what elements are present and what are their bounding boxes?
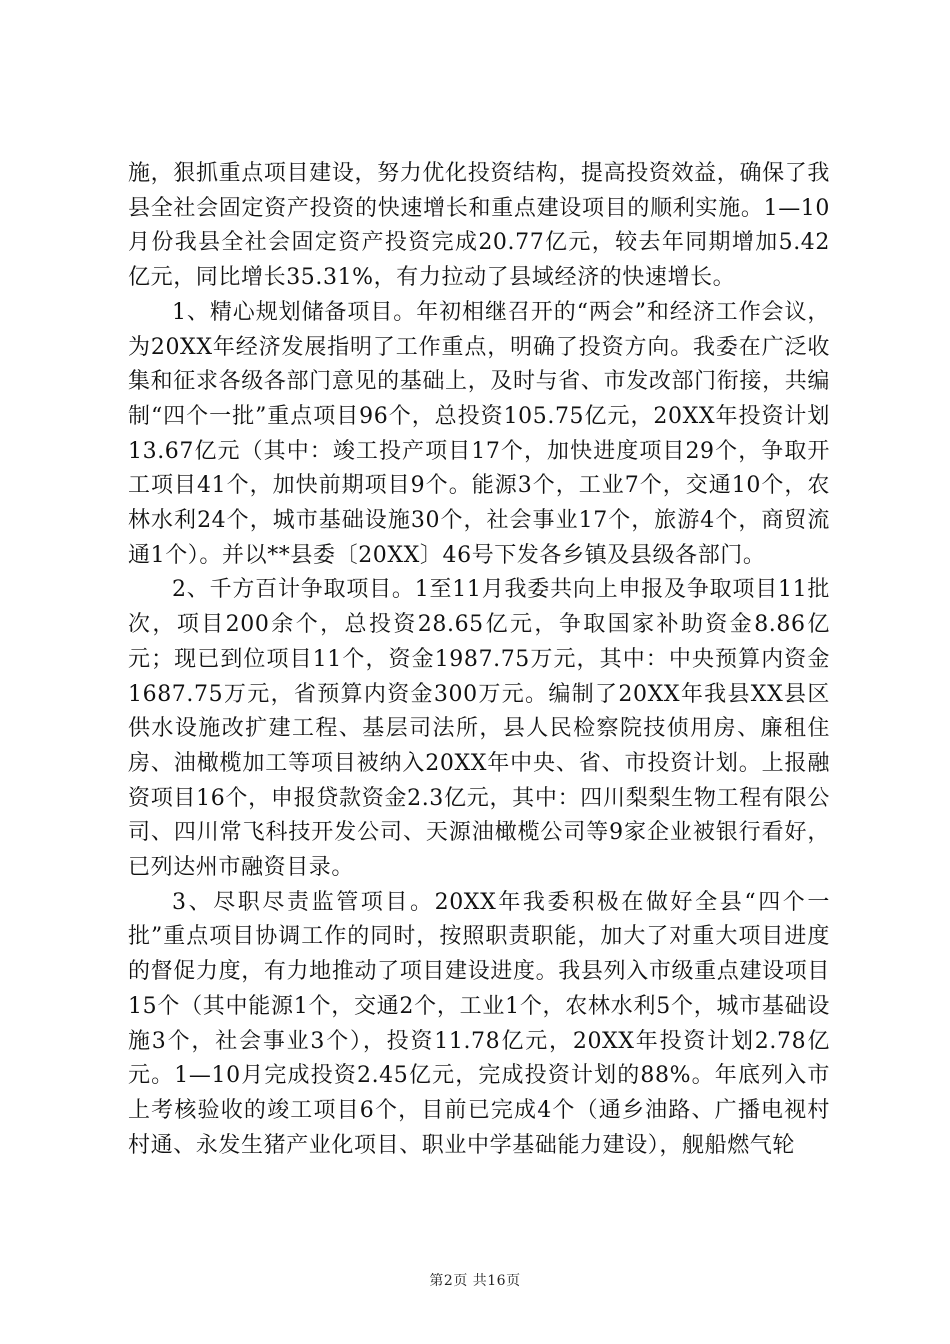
- document-body: [128, 157, 830, 1163]
- paragraph-investment-summary: 施，狠抓重点项目建设，努力优化投资结构，提高投资效益，确保了我县全社会固定资产投资的快速增长和重点建设项目的顺利实施。1—10月份我县全社会固定资产投资完成20.77亿元，较去年同期增加5.42亿元，同比增长35.31%，有力拉动了县域经济的快速增长。: [128, 161, 830, 291]
- paragraph-project-funding: 2、千方百计争取项目。1至11月我委共向上申报及争取项目11批次，项目200余个，总投资28.65亿元，争取国家补助资金8.86亿元；现已到位项目11个，资金1987.75万元，其中：中央预算内资金1687.75万元，省预算内资金300万元。编制了20XX年我县XX县区供水设施改扩建工程、基层司法所，县人民检察院技侦用房、廉租住房、油橄榄加工等项目被纳入20XX年中央、省、市投资计划。上报融资项目16个，申报贷款资金2.3亿元，其中：四川梨梨生物工程有限公司、四川常飞科技开发公司、天源油橄榄公司等9家企业被银行看好，已列达州市融资目录。: [128, 577, 830, 881]
- paragraph-project-supervision: 3、尽职尽责监管项目。20XX年我委积极在做好全县“四个一批”重点项目协调工作的同时，按照职责职能，加大了对重大项目进度的督促力度，有力地推动了项目建设进度。我县列入市级重点建设项目15个（其中能源1个，交通2个，工业1个，农林水利5个，城市基础设施3个，社会事业3个），投资11.78亿元，20XX年投资计划2.78亿元。1—10月完成投资2.45亿元，完成投资计划的88%。年底列入市上考核验收的竣工项目6个，目前已完成4个（通乡油路、广播电视村村通、永发生猪产业化项目、职业中学基础能力建设），舰船燃气轮: [128, 889, 830, 1158]
- paragraph-project-planning: 1、精心规划储备项目。年初相继召开的“两会”和经济工作会议，为20XX年经济发展指明了工作重点，明确了投资方向。我委在广泛收集和征求各级各部门意见的基础上，及时与省、市发改部门衔接，共编制“四个一批”重点项目96个，总投资105.75亿元，20XX年投资计划13.67亿元（其中：竣工投产项目17个，加快进度项目29个，争取开工项目41个，加快前期项目9个。能源3个，工业7个，交通10个，农林水利24个，城市基础设施30个，社会事业17个，旅游4个，商贸流通1个）。并以**县委〔20XX〕46号下发各乡镇及县级各部门。: [128, 299, 830, 568]
- page-number-footer: 第2页 共16页: [429, 1273, 521, 1289]
